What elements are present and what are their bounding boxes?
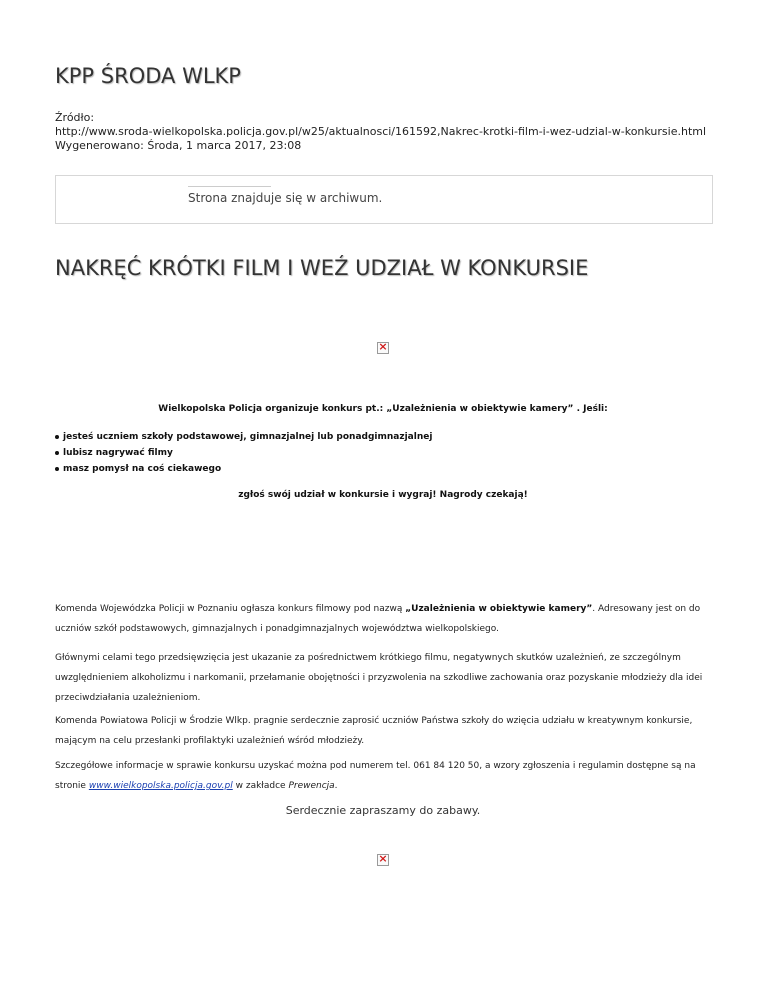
source-meta <box>55 111 755 153</box>
call-to-action: zgłoś swój udział w konkursie i wygraj! Nagrody czekają! <box>238 490 528 500</box>
archive-notice-box <box>55 175 713 224</box>
paragraph-text: w zakładce <box>232 781 289 791</box>
paragraph-invitation: Komenda Powiatowa Policji w Środzie Wlkp. pragnie serdecznie zaprosić uczniów Państwa szkoły do wzięcia udziału w kreatywnym konkursie, mającym na celu przesłanki profilaktyki uzależnień wśród młodzieży. <box>55 716 693 746</box>
list-item: masz pomysł na coś ciekawego <box>55 462 432 478</box>
paragraph-announcement <box>55 599 715 639</box>
article-title: NAKRĘĆ KRÓTKI FILM I WEŹ UDZIAŁ W KONKURSIE <box>55 256 589 280</box>
source-label: Źródło: <box>55 111 95 124</box>
site-title: KPP ŚRODA WLKP <box>55 64 241 88</box>
paragraph-text: Komenda Wojewódzka Policji w Poznaniu ogłasza konkurs filmowy pod nazwą <box>55 604 406 614</box>
list-item: jesteś uczniem szkoły podstawowej, gimnazjalnej lub ponadgimnazjalnej <box>55 430 432 446</box>
paragraph-goals: Głównymi celami tego przedsięwzięcia jest ukazanie za pośrednictwem krótkiego filmu, negatywnych skutków uzależnień, ze szczególnym uwzględnieniem alkoholizmu i narkomanii, przełamanie obojętności i przyzwolenia na szkodliwe zachowania oraz pozyskanie młodzieży dla idei przeciwdziałania uzależnieniom. <box>55 653 703 703</box>
eligibility-list <box>55 430 432 478</box>
source-url: http://www.sroda-wielkopolska.policja.gov.pl/w25/aktualnosci/161592,Nakrec-krotki-film-i-wez-udzial-w-konkursie.html <box>55 125 707 138</box>
wielkopolska-link[interactable]: www.wielkopolska.policja.gov.pl <box>88 781 233 791</box>
paragraph-details <box>55 756 715 796</box>
archive-notice: Strona znajduje się w archiwum. <box>188 191 383 205</box>
broken-image-icon <box>377 342 389 354</box>
contest-name: „Uzależnienia w obiektywie kamery” <box>405 604 593 614</box>
generated-date: Wygenerowano: Środa, 1 marca 2017, 23:08 <box>55 139 302 152</box>
broken-image-icon <box>377 854 389 866</box>
article-intro: Wielkopolska Policja organizuje konkurs pt.: „Uzależnienia w obiektywie kamery” . Jeśli: <box>158 404 608 414</box>
paragraph-text: . <box>334 781 338 791</box>
closing-line: Serdecznie zapraszamy do zabawy. <box>285 804 481 817</box>
section-name: Prewencja <box>288 781 335 791</box>
list-item: lubisz nagrywać filmy <box>55 446 432 462</box>
paragraph-text: . Adresowany jest on do uczniów szkół podstawowych, gimnazjalnych i ponadgimnazjalnych województwa wielkopolskiego. <box>55 604 701 634</box>
archive-divider <box>188 186 271 187</box>
paragraph-text: Szczegółowe informacje w sprawie konkursu uzyskać można pod numerem tel. 061 84 120 50, a wzory zgłoszenia i regulamin dostępne są na stronie <box>55 761 696 791</box>
